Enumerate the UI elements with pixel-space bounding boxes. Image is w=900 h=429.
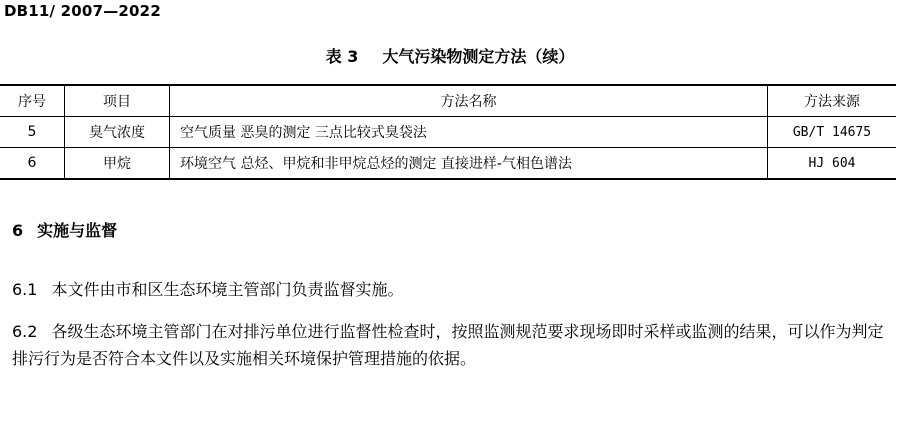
column-header-seq: 序号 [0, 85, 65, 117]
cell-method: 空气质量 恶臭的测定 三点比较式臭袋法 [170, 117, 768, 148]
methods-table [0, 84, 896, 180]
section-title: 实施与监督 [37, 221, 118, 240]
table-row [0, 117, 896, 148]
clause-paragraph [12, 318, 892, 372]
clause-number: 6.1 [12, 280, 38, 299]
clause-paragraph [12, 276, 892, 303]
cell-item: 臭气浓度 [65, 117, 170, 148]
cell-source: HJ 604 [768, 148, 897, 180]
cell-seq: 6 [0, 148, 65, 180]
table-caption: 大气污染物测定方法（续） [382, 47, 575, 66]
cell-seq: 5 [0, 117, 65, 148]
table-row [0, 148, 896, 180]
clause-number: 6.2 [12, 322, 38, 341]
cell-source: GB/T 14675 [768, 117, 897, 148]
table-title [0, 44, 900, 67]
table-header-row [0, 85, 896, 117]
clause-text: 本文件由市和区生态环境主管部门负责监督实施。 [51, 280, 404, 299]
column-header-source: 方法来源 [768, 85, 897, 117]
cell-item: 甲烷 [65, 148, 170, 180]
section-heading [12, 218, 117, 241]
clause-text: 各级生态环境主管部门在对排污单位进行监督性检查时，按照监测规范要求现场即时采样或监测的结果，可以作为判定排污行为是否符合本文件以及实施相关环境保护管理措施的依据。 [12, 322, 884, 368]
column-header-method: 方法名称 [170, 85, 768, 117]
column-header-item: 项目 [65, 85, 170, 117]
table-number: 表 3 [325, 47, 359, 66]
section-number: 6 [12, 221, 24, 240]
document-code: DB11/ 2007—2022 [4, 2, 161, 20]
cell-method: 环境空气 总烃、甲烷和非甲烷总烃的测定 直接进样-气相色谱法 [170, 148, 768, 180]
